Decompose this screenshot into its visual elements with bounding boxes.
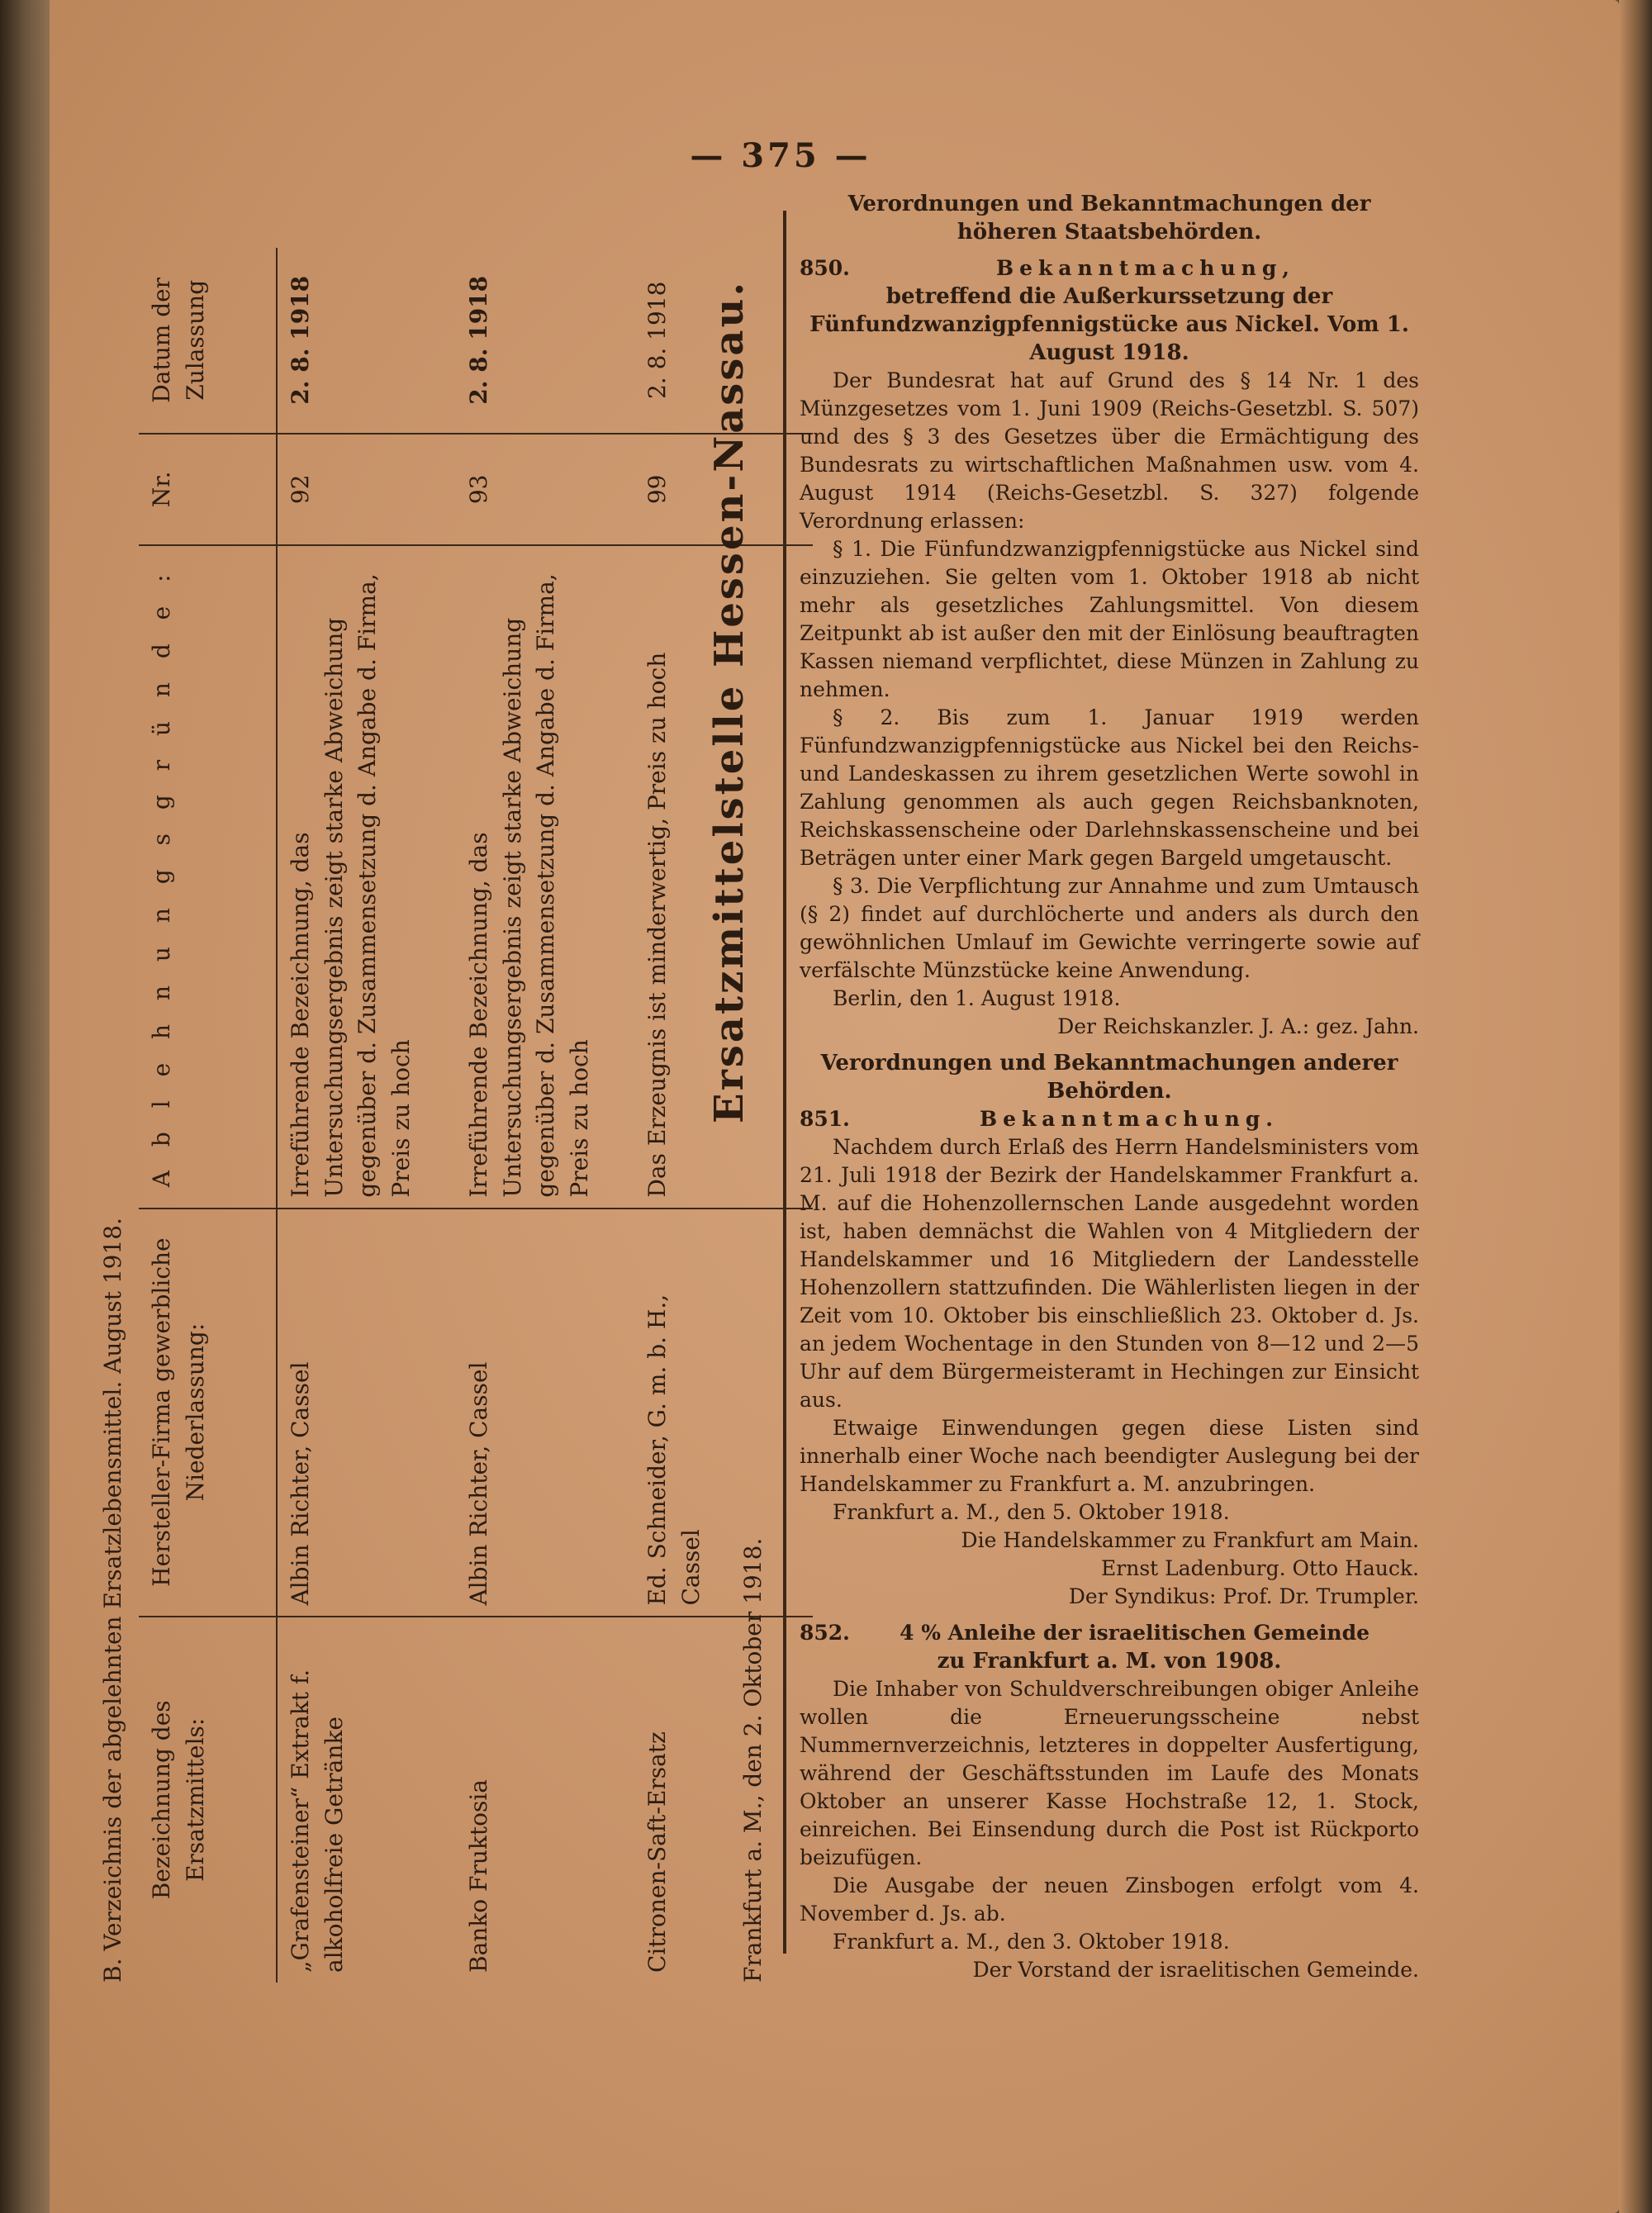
cell-reason: Irreführende Bezeichnung, das Untersuchungsergebnis zeigt starke Abweichung gegenüber d. Zusammensetzung d. Angabe d. Firma, Preis zu hoch: [277, 545, 456, 1209]
notice-850-para-1: § 1. Die Fünfundzwanzigpfennigstücke aus Nickel sind einzuziehen. Sie gelten vom 1. Oktober 1918 ab nicht mehr als gesetzliches Zahlungsmittel. Von diesem Zeitpunkt ab ist außer den mit der Einlösung beauftragten Kassen niemand verpflichtet, diese Münzen in Zahlung zu nehmen.: [800, 537, 1419, 701]
notice-851-signer-3: Der Syndikus: Prof. Dr. Trumpler.: [1068, 1584, 1419, 1608]
notice-851-title: Bekanntmachung.: [979, 1107, 1279, 1131]
section-heading-other-authorities: Verordnungen und Bekanntmachungen anderer Behörden.: [820, 1051, 1398, 1104]
notice-852-title-2: zu Frankfurt a. M. von 1908.: [937, 1649, 1282, 1674]
rotated-table-block: [99, 248, 809, 1983]
notice-852-body: Die Inhaber von Schuldverschreibungen obiger Anleihe wollen die Erneuerungsscheine nebst Nummernverzeichnis, letzteres in doppelter Ausfertigung, während der Geschäftsstunden im Laufe des Monats Oktober an unserer Kasse Hochstraße 12, 1. Stock, einreichen. Bei Einsendung durch die Post ist Rückporto beizufügen.: [800, 1677, 1419, 1869]
cell-name: Banko Fruktosia: [465, 1779, 492, 1973]
notice-852-header: [800, 1619, 1419, 1647]
notice-850-header: [800, 254, 1419, 283]
notice-851-place: Frankfurt a. M., den 5. Oktober 1918.: [833, 1500, 1230, 1524]
cell-nr: 99: [634, 434, 813, 545]
cell-maker: Albin Richter, Cassel: [456, 1209, 634, 1617]
header-maker: Hersteller-Firma gewerbliche Niederlassung:: [139, 1209, 277, 1617]
table-title: B. Verzeichnis der abgelehnten Ersatzlebensmittel. August 1918.: [99, 1217, 126, 1983]
cell-name: Citronen-Saft-Ersatz: [643, 1731, 671, 1973]
notice-850-number: 850.: [800, 256, 850, 280]
notice-852-place: Frankfurt a. M., den 3. Oktober 1918.: [833, 1930, 1230, 1954]
table-row: [277, 248, 456, 1983]
header-nr: Nr.: [139, 434, 277, 545]
notice-851-signer-2: Ernst Ladenburg. Otto Hauck.: [1101, 1556, 1419, 1580]
notice-850-para-3: § 3. Die Verpflichtung zur Annahme und zum Umtausch (§ 2) findet auf durchlöcherte und anders als durch den gewöhnlichen Umlauf im Gewichte verringerte sowie auf verfälschte Münzstücke keine Anwendung.: [800, 874, 1419, 982]
notice-851-number: 851.: [800, 1107, 850, 1131]
notice-850-place: Berlin, den 1. August 1918.: [833, 986, 1121, 1010]
header-name: Bezeichnung des Ersatzmittels:: [139, 1617, 277, 1983]
notice-851-body-2: Etwaige Einwendungen gegen diese Listen sind innerhalb einer Woche nach beendigter Auslegung bei der Handelskammer zu Frankfurt a. M. anzubringen.: [800, 1416, 1419, 1496]
notice-852-title: 4 % Anleihe der israelitischen Gemeinde: [900, 1621, 1370, 1645]
cell-nr: 92: [277, 434, 456, 545]
page-number: — 375 —: [690, 136, 871, 175]
authority-heading: Ersatzmittelstelle Hessen-Nassau.: [706, 279, 752, 1123]
cell-maker: Albin Richter, Cassel: [277, 1209, 456, 1617]
cell-date: 2. 8. 1918: [277, 248, 456, 434]
notice-851-body: Nachdem durch Erlaß des Herrn Handelsministers vom 21. Juli 1918 der Bezirk der Handelskammer Frankfurt a. M. auf die Hohenzollernschen Lande ausgedehnt worden ist, haben demnächst die Wahlen von 4 Mitgliedern der Handelskammer und 16 Mitgliedern der Landesstelle Hohenzollern stattzufinden. Die Wählerlisten liegen in der Zeit vom 10. Oktober bis einschließlich 23. Oktober d. Js. an jedem Wochentage in den Stunden von 8—12 und 2—5 Uhr auf dem Bürgermeisteramt in Hechingen zur Einsicht aus.: [800, 1135, 1419, 1412]
cell-maker: Ed. Schneider, G. m. b. H., Cassel: [634, 1209, 813, 1617]
header-date: Datum der Zulassung: [139, 248, 277, 434]
table-row: [456, 248, 634, 1983]
notice-850-title: Bekanntmachung,: [995, 256, 1295, 280]
column-divider: [783, 211, 786, 1954]
section-heading-higher-authorities: Verordnungen und Bekanntmachungen der höheren Staatsbehörden.: [847, 192, 1371, 245]
cell-date: 2. 8. 1918: [634, 248, 813, 434]
notice-850-intro: Der Bundesrat hat auf Grund des § 14 Nr. 1 des Münzgesetzes vom 1. Juni 1909 (Reichs-Gesetzbl. S. 507) und des § 3 des Gesetzes über die Ermächtigung des Bundesrats zu wirtschaftlichen Maßnahmen usw. vom 4. August 1914 (Reichs-Gesetzbl. S. 327) folgende Verordnung erlassen:: [800, 368, 1419, 533]
notice-852-number: 852.: [800, 1621, 850, 1645]
header-reasons: A b l e h n u n g s g r ü n d e :: [139, 545, 277, 1209]
right-column: [800, 190, 1419, 1984]
cell-name: „Grafensteiner“ Extrakt f. alkoholfreie Getränke: [287, 1669, 348, 1973]
notice-851-signer-1: Die Handelskammer zu Frankfurt am Main.: [961, 1528, 1419, 1552]
notice-852-body-2: Die Ausgabe der neuen Zinsbogen erfolgt vom 4. November d. Js. ab.: [800, 1873, 1419, 1926]
notice-850-subtitle: betreffend die Außerkurssetzung der Fünfundzwanzigpfennigstücke aus Nickel. Vom 1. August 1918.: [809, 284, 1409, 365]
page-edge: [1619, 0, 1652, 2213]
table-signature: Frankfurt a. M., den 2. Oktober 1918.: [739, 1537, 767, 1983]
cell-nr: 93: [456, 434, 634, 545]
notice-851-header: [800, 1105, 1419, 1133]
cell-reason: Irreführende Bezeichnung, das Untersuchungsergebnis zeigt starke Abweichung gegenüber d. Zusammensetzung d. Angabe d. Firma, Preis zu hoch: [456, 545, 634, 1209]
notice-850-para-2: § 2. Bis zum 1. Januar 1919 werden Fünfundzwanzigpfennigstücke aus Nickel bei den Reichs- und Landeskassen zu ihrem gesetzlichen Werte sowohl in Zahlung genommen als auch gegen Reichsbanknoten, Reichskassenscheine oder Darlehnskassenscheine und bei Beträgen unter einer Mark gegen Bargeld umgetauscht.: [800, 705, 1419, 870]
cell-date: 2. 8. 1918: [456, 248, 634, 434]
cell-reason: Das Erzeugnis ist minderwertig, Preis zu hoch: [634, 545, 813, 1209]
notice-850-signer: Der Reichskanzler. J. A.: gez. Jahn.: [1057, 1014, 1419, 1038]
notice-852-signer: Der Vorstand der israelitischen Gemeinde.: [972, 1958, 1419, 1982]
